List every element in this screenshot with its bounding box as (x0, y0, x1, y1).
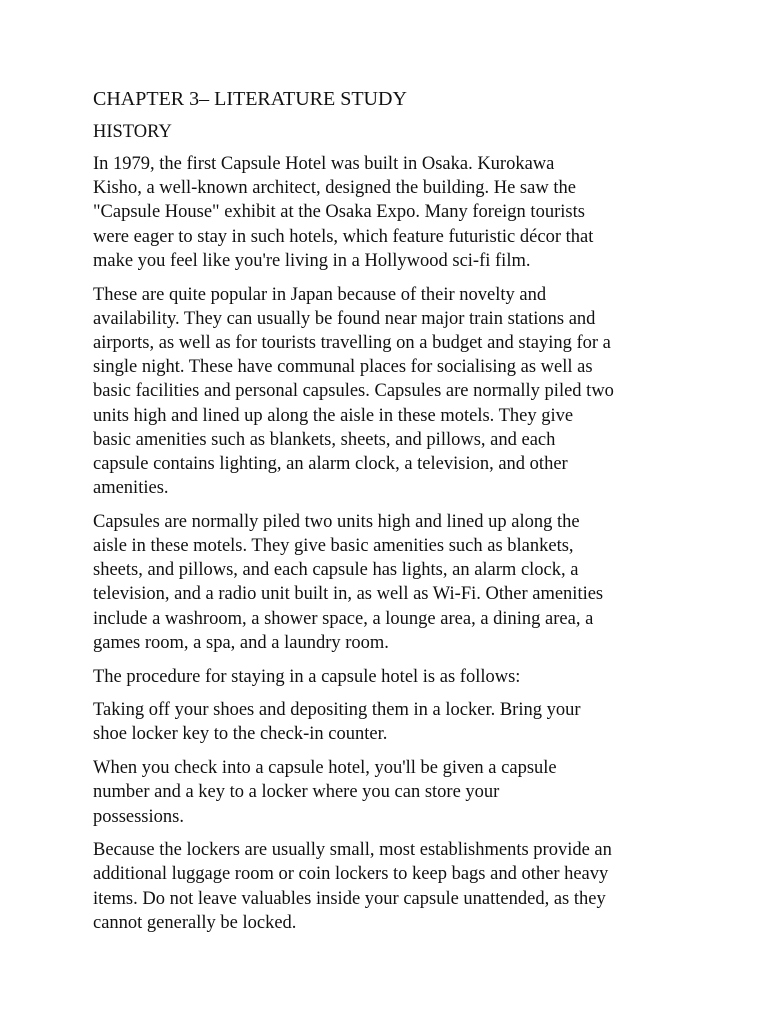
paragraph-line: The procedure for staying in a capsule hotel is as follows: (93, 666, 521, 687)
paragraph-line: sheets, and pillows, and each capsule has lights, an alarm clock, a (93, 560, 579, 581)
paragraph (93, 665, 683, 689)
paragraph-line: include a washroom, a shower space, a lounge area, a dining area, a (93, 608, 594, 629)
document-page (93, 86, 683, 945)
paragraph-line: amenities. (93, 478, 169, 499)
paragraph (93, 838, 683, 935)
paragraph-line: Taking off your shoes and depositing them in a locker. Bring your (93, 700, 581, 721)
paragraph-line: These are quite popular in Japan because of their novelty and (93, 284, 547, 305)
paragraph-line: airports, as well as for tourists travelling on a budget and staying for a (93, 332, 611, 353)
paragraph-line: basic amenities such as blankets, sheets, and pillows, and each (93, 429, 556, 450)
paragraph-line: television, and a radio unit built in, as well as Wi-Fi. Other amenities (93, 584, 604, 605)
paragraph-line: single night. These have communal places for socialising as well as (93, 357, 593, 378)
paragraph-line: shoe locker key to the check-in counter. (93, 724, 388, 745)
paragraph-line: Capsules are normally piled two units high and lined up along the (93, 511, 580, 532)
paragraph-line: When you check into a capsule hotel, you'll be given a capsule (93, 758, 557, 779)
paragraph-line: additional luggage room or coin lockers to keep bags and other heavy (93, 864, 609, 885)
paragraph-line: possessions. (93, 806, 184, 827)
body-text (93, 152, 683, 935)
paragraph-line: were eager to stay in such hotels, which feature futuristic décor that (93, 226, 594, 247)
paragraph (93, 510, 683, 655)
paragraph-line: items. Do not leave valuables inside your capsule unattended, as they (93, 888, 606, 909)
paragraph-line: "Capsule House" exhibit at the Osaka Expo. Many foreign tourists (93, 202, 585, 223)
paragraph-line: cannot generally be locked. (93, 912, 297, 933)
paragraph (93, 756, 683, 829)
paragraph-line: aisle in these motels. They give basic amenities such as blankets, (93, 536, 574, 557)
paragraph-line: Kisho, a well-known architect, designed the building. He saw the (93, 178, 576, 199)
paragraph-line: basic facilities and personal capsules. Capsules are normally piled two (93, 381, 614, 402)
paragraph (93, 283, 683, 501)
paragraph-line: units high and lined up along the aisle in these motels. They give (93, 405, 574, 426)
paragraph-line: capsule contains lighting, an alarm clock, a television, and other (93, 453, 568, 474)
chapter-title: CHAPTER 3– LITERATURE STUDY (93, 88, 407, 110)
paragraph-line: make you feel like you're living in a Hollywood sci-fi film. (93, 250, 531, 271)
paragraph-line: availability. They can usually be found near major train stations and (93, 308, 596, 329)
paragraph (93, 698, 683, 746)
section-heading: HISTORY (93, 122, 172, 142)
paragraph-line: number and a key to a locker where you can store your (93, 782, 500, 803)
paragraph-line: games room, a spa, and a laundry room. (93, 632, 389, 653)
paragraph-line: In 1979, the first Capsule Hotel was built in Osaka. Kurokawa (93, 154, 555, 174)
paragraph (93, 152, 683, 273)
paragraph-line: Because the lockers are usually small, most establishments provide an (93, 840, 612, 861)
